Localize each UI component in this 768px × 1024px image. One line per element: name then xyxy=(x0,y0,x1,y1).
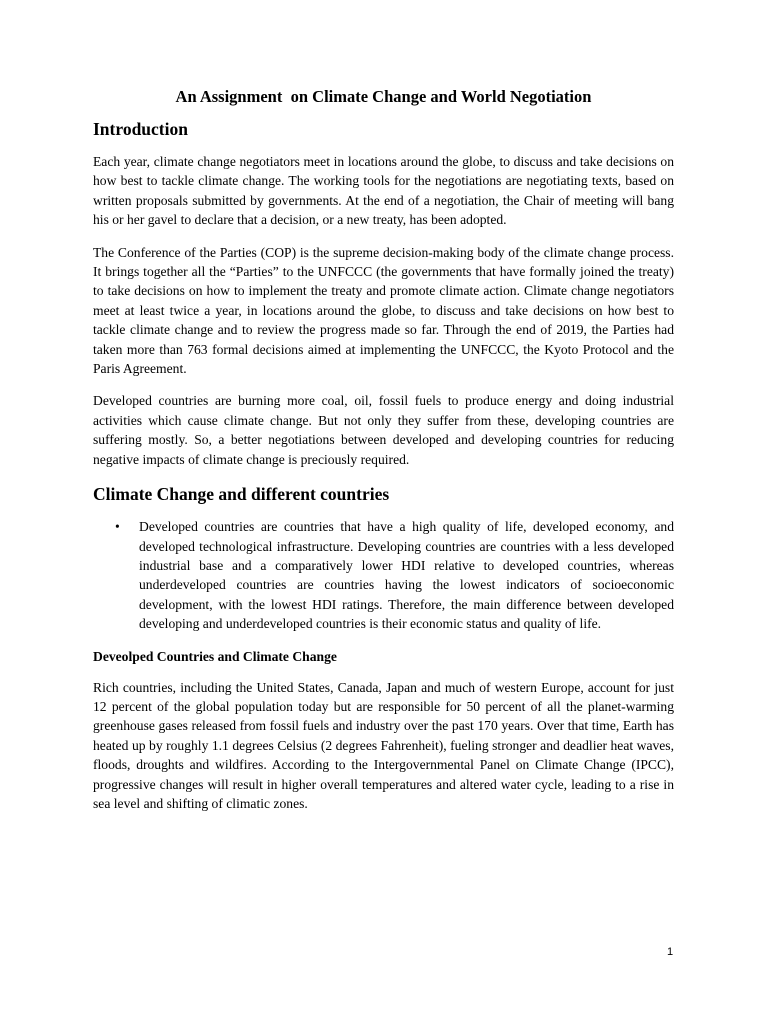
introduction-paragraph-2: The Conference of the Parties (COP) is the supreme decision-making body of the climate change process. It brings together all the “Parties” to the UNFCCC (the governments that have formally joined the treaty) to take decisions on how to implement the treaty and promote climate action. Climate change negotiators meet at least twice a year, in locations around the globe, to discuss and take decisions on how best to tackle climate change and to review the progress made so far. Through the end of 2019, the Parties had taken more than 763 formal decisions aimed at implementing the UNFCCC, the Kyoto Protocol and the Paris Agreement. xyxy=(93,244,674,377)
bullet-icon: • xyxy=(115,519,120,535)
countries-bullet-list xyxy=(93,517,674,633)
introduction-paragraph-1: Each year, climate change negotiators meet in locations around the globe, to discuss and take decisions on how best to tackle climate change. The working tools for the negotiations are negotiating texts, based on written proposals submitted by governments. At the end of a negotiation, the Chair of meeting will bang his or her gavel to declare that a decision, or a new treaty, has been adopted. xyxy=(93,154,674,228)
list-item xyxy=(93,517,674,633)
introduction-paragraph-3: Developed countries are burning more coal, oil, fossil fuels to produce energy and doing industrial activities which cause climate change. But not only they suffer from these, developing countries are suffering mostly. So, a better negotiations between developed and developing countries for reducing negative impacts of climate change is preciously required. xyxy=(93,393,674,467)
developed-heading: Deveolped Countries and Climate Change xyxy=(93,648,337,664)
countries-heading: Climate Change and different countries xyxy=(93,484,390,505)
page-number: 1 xyxy=(666,946,674,958)
document-page xyxy=(93,86,674,826)
document-title: An Assignment on Climate Change and World Negotiation xyxy=(175,87,592,106)
developed-paragraph-1: Rich countries, including the United States, Canada, Japan and much of western Europe, account for just 12 percent of the global population today but are responsible for 50 percent of all the planet-warming greenhouse gases released from fossil fuels and industry over the past 170 years. Over that time, Earth has heated up by roughly 1.1 degrees Celsius (2 degrees Fahrenheit), fueling stronger and deadlier heat waves, floods, droughts and wildfires. According to the Intergovernmental Panel on Climate Change (IPCC), progressive changes will result in higher overall temperatures and altered water cycle, leading to a rise in sea level and shifting of climatic zones. xyxy=(93,679,674,811)
bullet-text: Developed countries are countries that have a high quality of life, developed economy, and developed technological infrastructure. Developing countries are countries with a less developed industrial base and a comparatively lower HDI relative to developed countries, whereas underdeveloped countries are countries having the lowest indicators of socioeconomic development, with the lowest HDI ratings. Therefore, the main difference between developed developing and underdeveloped countries is their economic status and quality of life. xyxy=(139,519,674,632)
introduction-heading: Introduction xyxy=(93,119,188,139)
